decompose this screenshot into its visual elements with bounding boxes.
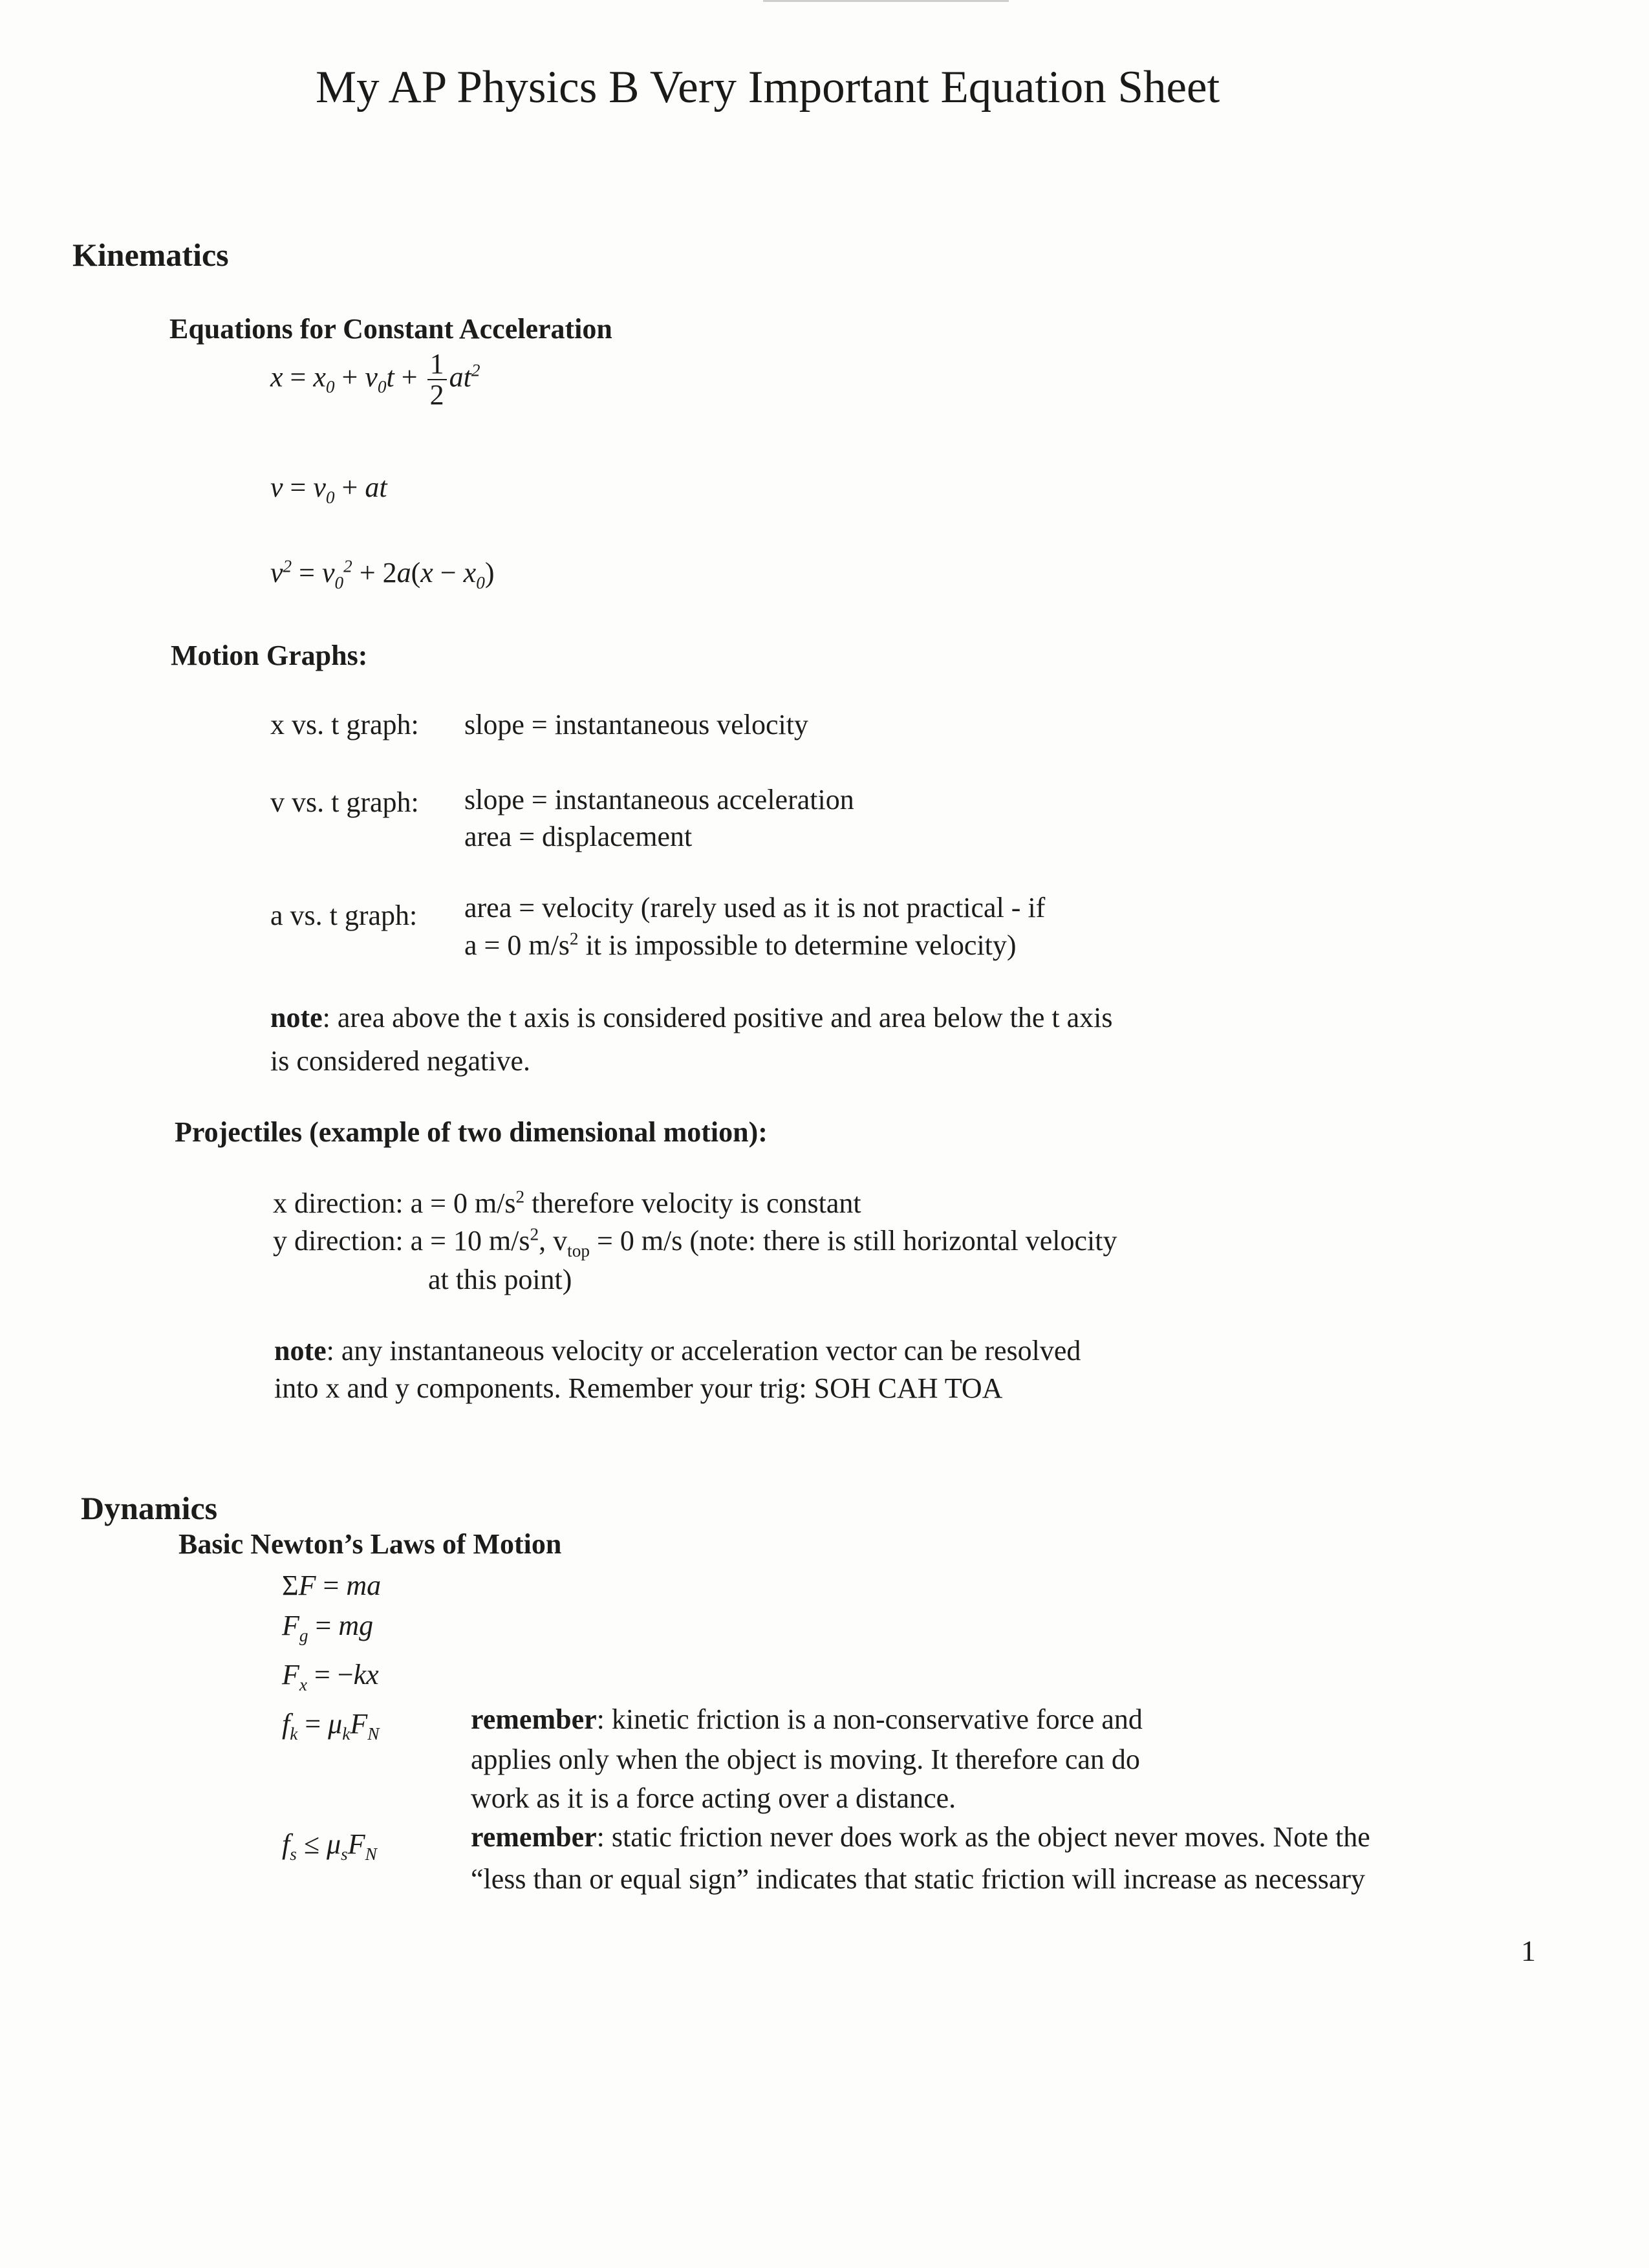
graph-vt-line1: slope = instantaneous acceleration [464, 784, 854, 815]
equation-newton-second: ΣF = ma [282, 1570, 382, 1601]
kinetic-friction-remark-line3: work as it is a force acting over a distance. [471, 1782, 956, 1814]
newton-laws-heading: Basic Newton’s Laws of Motion [178, 1528, 562, 1560]
graph-at-line2: a = 0 $m/s^2$ it is impossible to determine velocity) [464, 929, 1017, 961]
equation-weight: $F_g$ = mg [282, 1610, 374, 1645]
scan-edge-mark [763, 0, 1009, 2]
equation-velocity-squared: $v^2 = v_0^2 + 2a(x - x_0)$ [270, 556, 495, 592]
const-accel-heading: Equations for Constant Acceleration [169, 313, 612, 345]
projectile-x-direction: x direction: a = 0 $m/s^2$ therefore velocity is constant [273, 1187, 861, 1219]
equation-static-friction: $f_s \le \mu_sF_N$ [282, 1828, 377, 1864]
projectile-y-direction: y direction: a = 10 $m/s^2$, $v_{top} = 0$ m/s (note: there is still horizontal velocity [273, 1224, 1117, 1260]
dynamics-heading: Dynamics [81, 1490, 218, 1526]
page-title: My AP Physics B Very Important Equation Sheet [316, 62, 1220, 113]
kinetic-friction-remark: remember: kinetic friction is a non-conservative force and [471, 1703, 1143, 1735]
projectile-y-direction-line2: at this point) [428, 1264, 572, 1295]
kinematics-heading: Kinematics [72, 237, 229, 273]
graph-label-vt: v vs. t graph: [270, 786, 419, 818]
projectile-note-line2: into x and y components. Remember your trig: SOH CAH TOA [274, 1372, 1003, 1404]
graph-note-line2: is considered negative. [270, 1045, 530, 1077]
graph-label-xt: x vs. t graph: [270, 709, 419, 740]
page-number: 1 [1521, 1934, 1536, 1967]
graph-xt-line1: slope = instantaneous velocity [464, 709, 808, 740]
graph-note: note: area above the t axis is considered positive and area below the t axis [270, 1002, 1113, 1033]
projectiles-heading: Projectiles (example of two dimensional motion): [175, 1116, 768, 1148]
motion-graphs-heading: Motion Graphs: [171, 640, 368, 671]
graph-vt-line2: area = displacement [464, 821, 693, 852]
equation-spring: $F_x = -kx$ [282, 1659, 379, 1694]
graph-at-line1: area = velocity (rarely used as it is not practical - if [464, 892, 1046, 923]
equation-kinetic-friction: $f_k = \mu_kF_N$ [282, 1708, 380, 1744]
static-friction-remark-line2: “less than or equal sign” indicates that static friction will increase as necessary [471, 1863, 1366, 1895]
kinetic-friction-remark-line2: applies only when the object is moving. It therefore can do [471, 1744, 1140, 1775]
equation-velocity: $v = v_0$ + at [270, 471, 387, 507]
equation-position: $x = x_0 + v_0t$ + $\frac{1}{2}$ $at^2$ [270, 348, 480, 411]
static-friction-remark: remember: static friction never does work as the object never moves. Note the [471, 1821, 1370, 1853]
projectile-note: note: any instantaneous velocity or acceleration vector can be resolved [274, 1335, 1081, 1366]
graph-label-at: a vs. t graph: [270, 900, 418, 931]
